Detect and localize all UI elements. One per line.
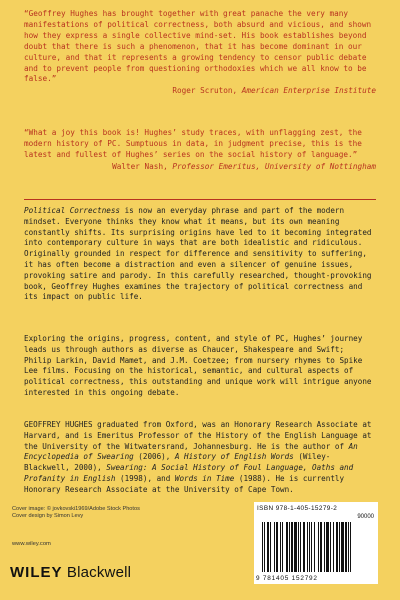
bio-text: (Wiley-Blackwell, 2000), xyxy=(24,452,331,473)
bio-text: (2006), xyxy=(133,452,175,462)
bio-book-title: A History of English Words xyxy=(174,452,294,462)
barcode-graphic xyxy=(254,502,378,584)
quote-1-affiliation: American Enterprise Institute xyxy=(241,86,376,96)
blurb-quote-2 xyxy=(24,128,376,173)
cover-image-credit: Cover image: © jovkovski1969/Adobe Stock Photos xyxy=(12,506,140,512)
quote-1-attribution xyxy=(24,86,376,97)
isbn-label: ISBN 978-1-405-15279-2 xyxy=(257,505,338,512)
bio-text: (1988). He is currently Honorary Research Associate at the University of Cape Town. xyxy=(24,473,345,494)
logo-blackwell: Blackwell xyxy=(66,564,132,581)
author-bio xyxy=(24,420,376,496)
barcode-digits: 9 781405 152792 xyxy=(256,575,318,582)
description-paragraph-1 xyxy=(24,206,376,303)
blurb-quote-1 xyxy=(24,9,376,97)
logo-wiley: WILEY xyxy=(10,564,63,581)
bio-book-title: An Encyclopedia of Swearing xyxy=(24,441,358,462)
quote-2-author: Walter Nash, xyxy=(112,161,168,171)
publisher-website: www.wiley.com xyxy=(12,541,51,547)
divider-rule xyxy=(24,199,376,200)
bio-book-title: Words in Time xyxy=(174,473,235,483)
author-name: GEOFFREY HUGHES xyxy=(24,420,93,429)
cover-design-credit: Cover design by Simon Levy xyxy=(12,513,84,520)
description-paragraph-2 xyxy=(24,334,376,399)
barcode-panel xyxy=(254,502,378,584)
price-code: 90000 xyxy=(357,514,374,520)
publisher-logo xyxy=(10,564,131,581)
bio-text: graduated from Oxford, was an Honorary Research Associate at Harvard, and is Emeritus Professor of the History of the English Language at the University of the Witwatersrand, Johannesburg. He is the author of xyxy=(24,420,372,451)
quote-1-text: “Geoffrey Hughes has brought together with great panache the very many manifestations of political correctness, both absurd and vicious, and shown how they express a single collective mind-set. His book establishes beyond doubt that there is such a phenomenon, that it has become dominant in our culture, and that it represents a growing tendency to censor public debate and to prevent people from questioning orthodoxies which we all know to be false.” xyxy=(24,9,372,84)
quote-2-text: “What a joy this book is! Hughes’ study traces, with unflagging zest, the modern history of PC. Sumptuous in data, in judgment precise, this is the latest and fullest of Hughes’ series on the social history of language.” xyxy=(24,128,362,159)
description-text-2: Exploring the origins, progress, content, and style of PC, Hughes’ journey leads us through authors as diverse as Chaucer, Shakespeare and Swift; Philip Larkin, David Mamet, and J.M. Coetzee; from nursery rhymes to Spike Lee films. Focusing on the historical, semantic, and cultural aspects of political correctness, this outstanding and unique work will intrigue anyone interested in this ongoing debate. xyxy=(24,334,372,397)
quote-1-author: Roger Scruton, xyxy=(172,86,238,96)
bio-text: (1998), and xyxy=(115,473,175,483)
cover-credits xyxy=(12,506,140,520)
bio-book-title: Swearing: A Social History of Foul Language, Oaths and Profanity in English xyxy=(24,463,354,483)
description-text-1: is now an everyday phrase and part of the modern mindset. Everyone thinks they know what it means, but its own meaning constantly shifts. Its surprising origins have led to it becoming integrated into contemporary culture in ways that are both idealistic and ridiculous. Originally grounded in respect for difference and sensitivity to suffering, it has often become a distraction and even a silencer of genuine issues, provoking satire and parody. In this carefully researched, thought-provoking book, Geoffrey Hughes examines the trajectory of political correctness and its impact on public life. xyxy=(24,206,372,302)
quote-2-affiliation: Professor Emeritus, University of Nottingham xyxy=(172,161,376,171)
book-title-inline: Political Correctness xyxy=(24,206,121,215)
quote-2-attribution xyxy=(24,162,376,173)
